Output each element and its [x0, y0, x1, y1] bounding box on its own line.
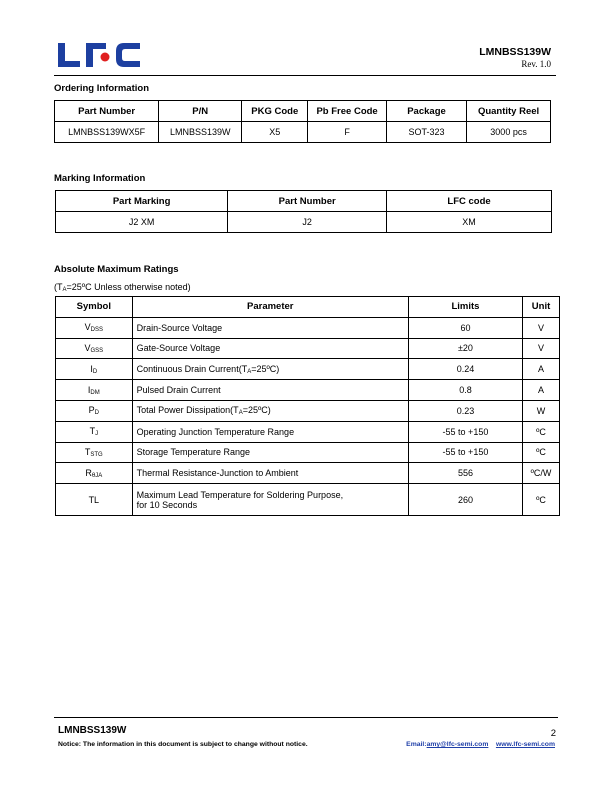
- table-row: [56, 463, 560, 484]
- table-row: [56, 421, 560, 442]
- table-cell: J2: [228, 212, 387, 233]
- ratings-condition: ($T_A=25ºC$ Unless otherwise noted): [54, 282, 191, 293]
- email-link[interactable]: amy@lfc-semi.com: [426, 741, 489, 748]
- ordering-title: Ordering Information: [54, 83, 149, 94]
- table-row: [56, 442, 560, 463]
- table-cell: XM: [387, 212, 552, 233]
- table-header: Part Number: [55, 101, 159, 122]
- table-cell: X5: [242, 122, 308, 143]
- unit-cell: A: [523, 359, 560, 380]
- table-cell: F: [308, 122, 387, 143]
- footer-contact: [406, 741, 555, 748]
- table-header: PKG Code: [242, 101, 308, 122]
- email-label: Email:: [406, 741, 427, 748]
- symbol-cell: $P_D$: [56, 400, 133, 421]
- lfc-logo: [58, 43, 142, 71]
- table-header-row: [55, 101, 551, 122]
- parameter-cell: Gate-Source Voltage: [132, 338, 408, 359]
- limit-cell: 60: [408, 317, 522, 338]
- page-number: 2: [550, 728, 556, 739]
- limit-cell: 0.23: [408, 400, 522, 421]
- footer-divider: [54, 717, 558, 718]
- symbol-cell: $V_{DSS}$: [56, 317, 133, 338]
- parameter-cell: Total Power $Dissipation(T_A=25ºC)$: [132, 400, 408, 421]
- parameter-cell: Maximum Lead Temperature for Soldering Purpose, for 10 Seconds: [132, 484, 408, 516]
- unit-cell: V: [523, 317, 560, 338]
- limit-cell: 0.8: [408, 380, 522, 401]
- symbol-cell: $T_J$: [56, 421, 133, 442]
- ordering-table: [54, 100, 551, 143]
- table-header: P/N: [159, 101, 242, 122]
- table-cell: SOT-323: [386, 122, 466, 143]
- revision: Rev. 1.0: [521, 59, 551, 69]
- table-header: Part Marking: [56, 191, 228, 212]
- symbol-cell: $V_{GSS}$: [56, 338, 133, 359]
- table-row: [56, 380, 560, 401]
- ratings-title: Absolute Maximum Ratings: [54, 264, 179, 275]
- website-link[interactable]: www.lfc-semi.com: [495, 741, 555, 748]
- symbol-cell: $R_{\theta JA}$: [56, 463, 133, 484]
- unit-cell: A: [523, 380, 560, 401]
- limit-cell: 260: [408, 484, 522, 516]
- table-header: Pb Free Code: [308, 101, 387, 122]
- limit-cell: -55 to +150: [408, 421, 522, 442]
- symbol-cell: TL: [56, 484, 133, 516]
- table-header: Limits: [408, 297, 522, 318]
- table-row: [56, 359, 560, 380]
- table-header: Quantity Reel: [467, 101, 551, 122]
- parameter-cell: Storage Temperature Range: [132, 442, 408, 463]
- table-cell: J2 XM: [56, 212, 228, 233]
- table-row: [56, 400, 560, 421]
- unit-cell: W: [523, 400, 560, 421]
- parameter-cell: Continuous Drain $Current(T_A=25ºC)$: [132, 359, 408, 380]
- table-header: Package: [386, 101, 466, 122]
- symbol-cell: $I_{DM}$: [56, 380, 133, 401]
- table-row: [56, 338, 560, 359]
- limit-cell: 0.24: [408, 359, 522, 380]
- table-header: Part Number: [228, 191, 387, 212]
- table-cell: LMNBSS139W: [159, 122, 242, 143]
- footer-notice: Notice: The information in this document is subject to change without notice.: [58, 741, 308, 748]
- footer-part-number: LMNBSS139W: [58, 725, 127, 736]
- unit-cell: ºC: [523, 421, 560, 442]
- symbol-cell: $I_D$: [56, 359, 133, 380]
- symbol-cell: $T_{STG}$: [56, 442, 133, 463]
- limit-cell: ±20: [408, 338, 522, 359]
- limit-cell: -55 to +150: [408, 442, 522, 463]
- table-row: [56, 317, 560, 338]
- header-divider: [54, 75, 556, 76]
- parameter-cell: Drain-Source Voltage: [132, 317, 408, 338]
- parameter-cell: Pulsed Drain Current: [132, 380, 408, 401]
- table-row: [55, 122, 551, 143]
- table-header: LFC code: [387, 191, 552, 212]
- table-row: [56, 484, 560, 516]
- parameter-cell: Operating Junction Temperature Range: [132, 421, 408, 442]
- unit-cell: ºC: [523, 442, 560, 463]
- table-header: Symbol: [56, 297, 133, 318]
- table-header: Unit: [523, 297, 560, 318]
- table-header: Parameter: [132, 297, 408, 318]
- table-header-row: [56, 191, 552, 212]
- header-part-number: LMNBSS139W: [479, 46, 551, 58]
- marking-table: [55, 190, 552, 233]
- unit-cell: ºC/W: [523, 463, 560, 484]
- ratings-table: [55, 296, 560, 516]
- limit-cell: 556: [408, 463, 522, 484]
- parameter-cell: Thermal Resistance-Junction to Ambient: [132, 463, 408, 484]
- table-row: [56, 212, 552, 233]
- table-header-row: [56, 297, 560, 318]
- unit-cell: ºC: [523, 484, 560, 516]
- table-cell: LMNBSS139WX5F: [55, 122, 159, 143]
- marking-title: Marking Information: [54, 173, 146, 184]
- unit-cell: V: [523, 338, 560, 359]
- table-cell: 3000 pcs: [467, 122, 551, 143]
